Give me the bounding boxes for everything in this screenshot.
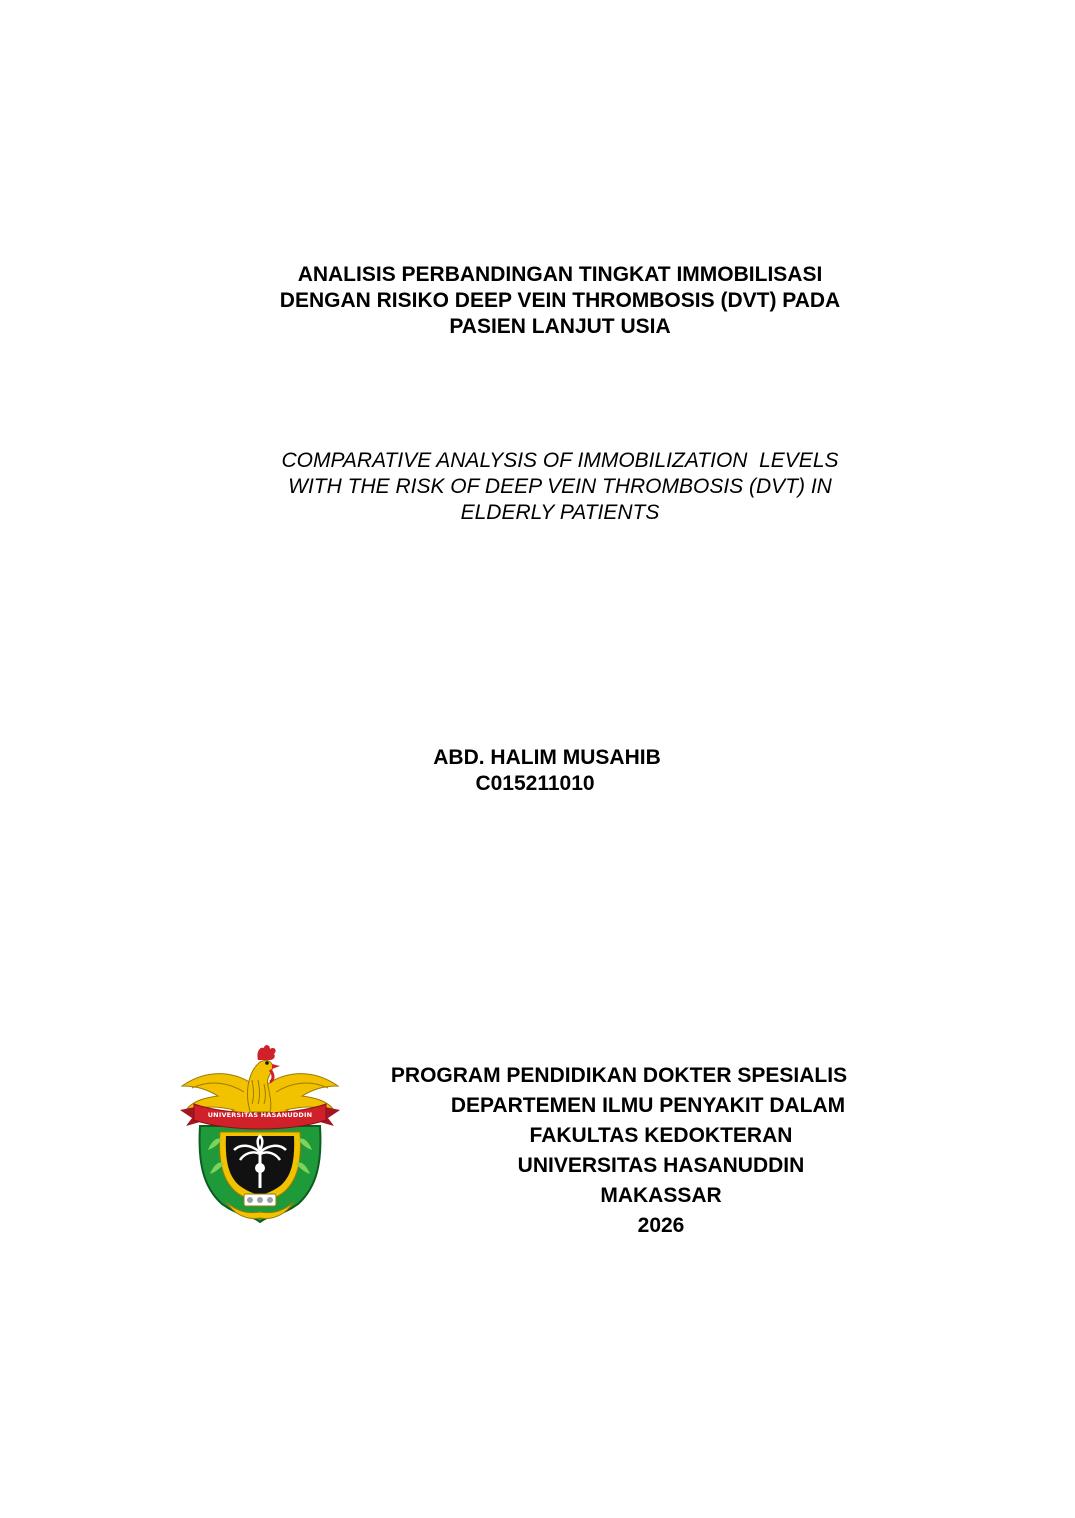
english-title-line: ELDERLY PATIENTS (460, 501, 660, 524)
institution-block (350, 1061, 890, 1241)
universitas-hasanuddin-emblem-icon (178, 1040, 342, 1224)
author-name: ABD. HALIM MUSAHIB (433, 746, 661, 769)
institution-line: PROGRAM PENDIDIKAN DOKTER SPESIALIS (390, 1064, 848, 1087)
svg-text:UNIVERSITAS HASANUDDIN: UNIVERSITAS HASANUDDIN (207, 1111, 313, 1119)
institution-line: DEPARTEMEN ILMU PENYAKIT DALAM (450, 1094, 846, 1117)
indonesian-title-line: DENGAN RISIKO DEEP VEIN THROMBOSIS (DVT) PADA (279, 289, 841, 312)
english-title (180, 448, 940, 526)
institution-line: MAKASSAR (600, 1184, 722, 1207)
student-id: C015211010 (475, 772, 595, 795)
institution-line: UNIVERSITAS HASANUDDIN (517, 1154, 805, 1177)
indonesian-title-line: ANALISIS PERBANDINGAN TINGKAT IMMOBILISASI (297, 263, 823, 286)
english-title-line: COMPARATIVE ANALYSIS OF IMMOBILIZATION LEVELS (281, 449, 839, 472)
author-block (380, 745, 714, 797)
english-title-line: WITH THE RISK OF DEEP VEIN THROMBOSIS (DVT) IN (288, 475, 832, 498)
indonesian-title (180, 262, 940, 340)
institution-line: FAKULTAS KEDOKTERAN (529, 1124, 793, 1147)
indonesian-title-line: PASIEN LANJUT USIA (449, 315, 671, 338)
institution-line: 2026 (637, 1214, 685, 1237)
